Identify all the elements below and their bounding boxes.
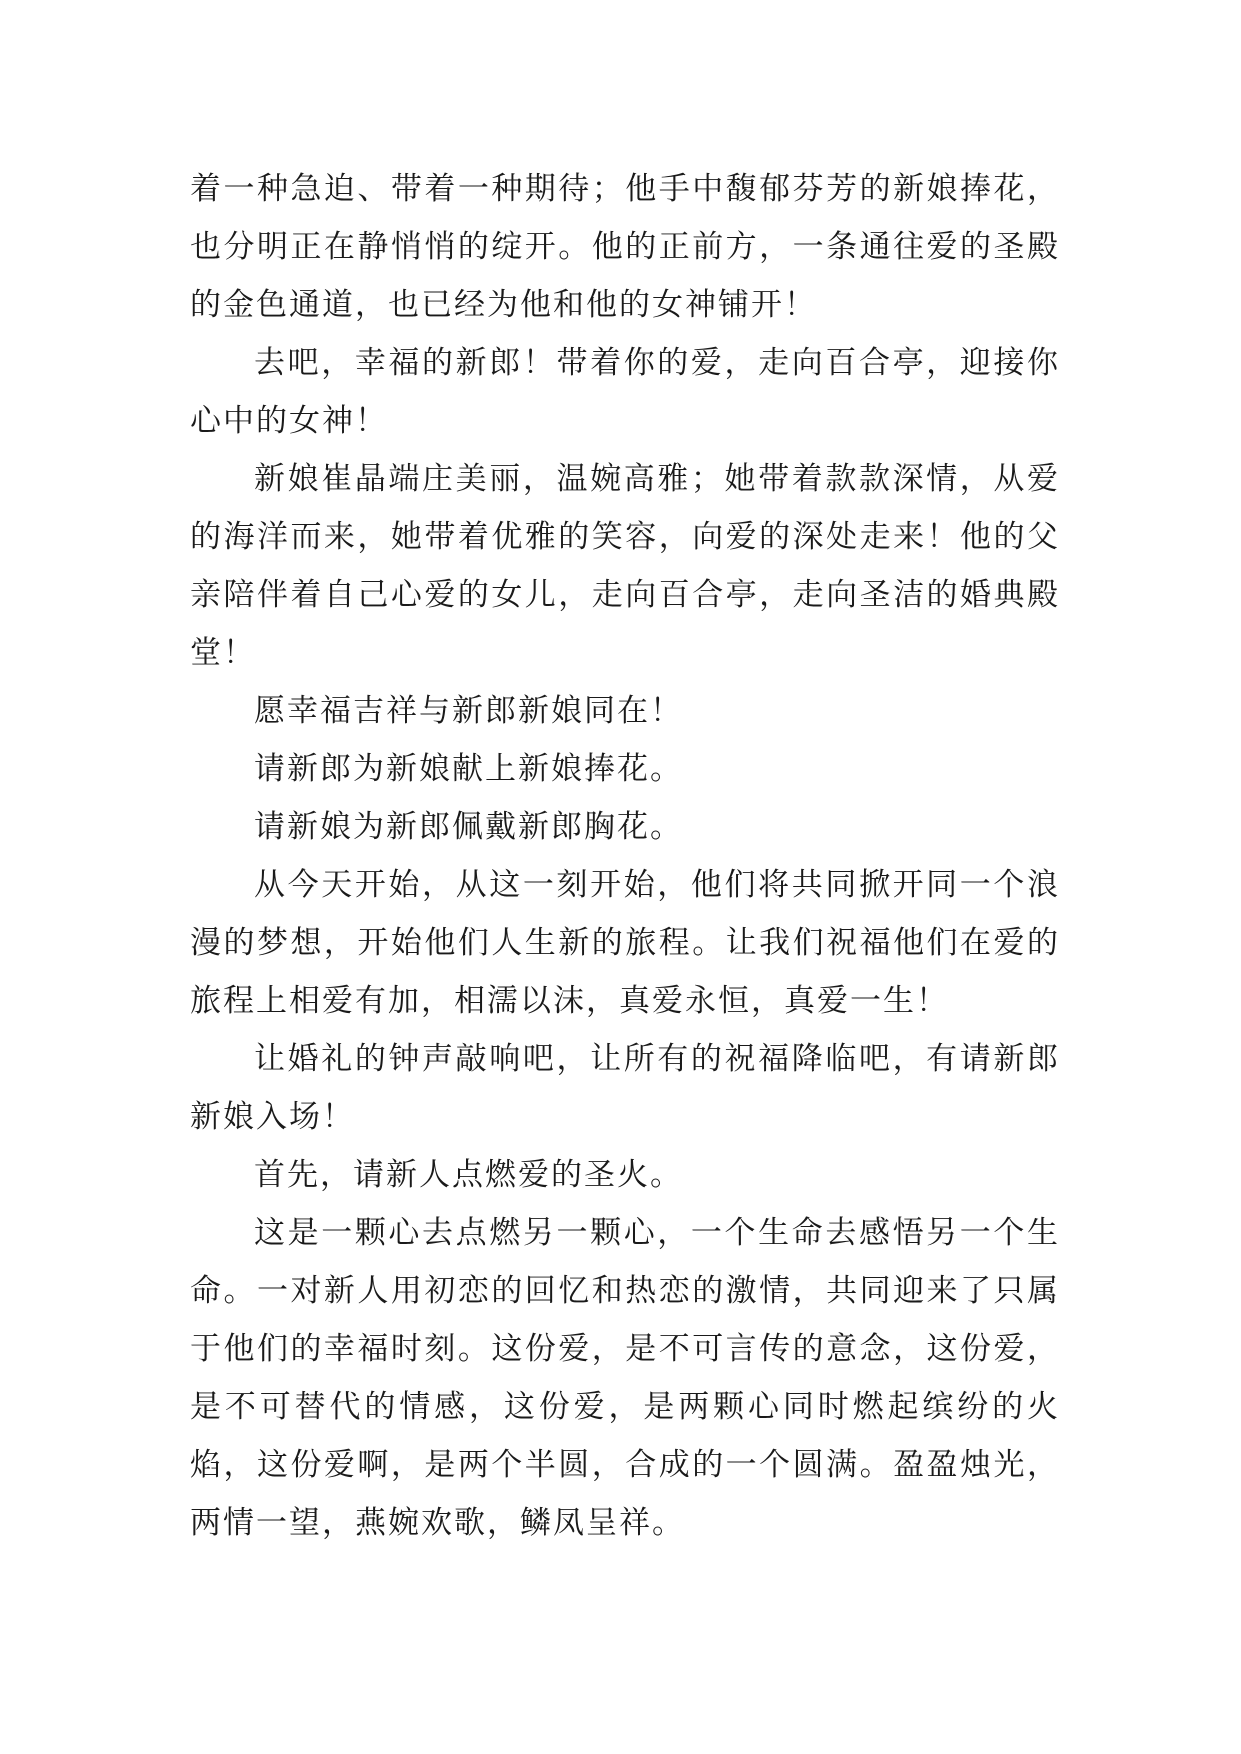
paragraph-3: 新娘崔晶端庄美丽，温婉高雅；她带着款款深情，从爱的海洋而来，她带着优雅的笑容，向爱的深处走来！他的父亲陪伴着自己心爱的女儿，走向百合亭，走向圣洁的婚典殿堂！ (190, 461, 1060, 671)
paragraph-7: 从今天开始，从这一刻开始，他们将共同掀开同一个浪漫的梦想，开始他们人生新的旅程。让我们祝福他们在爱的旅程上相爱有加，相濡以沫，真爱永恒，真爱一生！ (190, 867, 1060, 1019)
paragraph-8: 让婚礼的钟声敲响吧，让所有的祝福降临吧，有请新郎新娘入场！ (190, 1041, 1060, 1135)
paragraph-6: 请新娘为新郎佩戴新郎胸花。 (254, 809, 683, 845)
document-body (190, 160, 1060, 1552)
paragraph-4: 愿幸福吉祥与新郎新娘同在！ (254, 693, 683, 729)
paragraph-5: 请新郎为新娘献上新娘捧花。 (254, 751, 683, 787)
paragraph-2: 去吧，幸福的新郎！带着你的爱，走向百合亭，迎接你心中的女神！ (190, 345, 1060, 439)
paragraph-1: 着一种急迫、带着一种期待；他手中馥郁芬芳的新娘捧花，也分明正在静悄悄的绽开。他的正前方，一条通往爱的圣殿的金色通道，也已经为他和他的女神铺开！ (190, 171, 1060, 323)
paragraph-9: 首先，请新人点燃爱的圣火。 (254, 1157, 683, 1193)
paragraph-10: 这是一颗心去点燃另一颗心，一个生命去感悟另一个生命。一对新人用初恋的回忆和热恋的激情，共同迎来了只属于他们的幸福时刻。这份爱，是不可言传的意念，这份爱，是不可替代的情感，这份爱，是两颗心同时燃起缤纷的火焰，这份爱啊，是两个半圆，合成的一个圆满。盈盈烛光，两情一望，燕婉欢歌，鳞凤呈祥。 (190, 1215, 1060, 1541)
